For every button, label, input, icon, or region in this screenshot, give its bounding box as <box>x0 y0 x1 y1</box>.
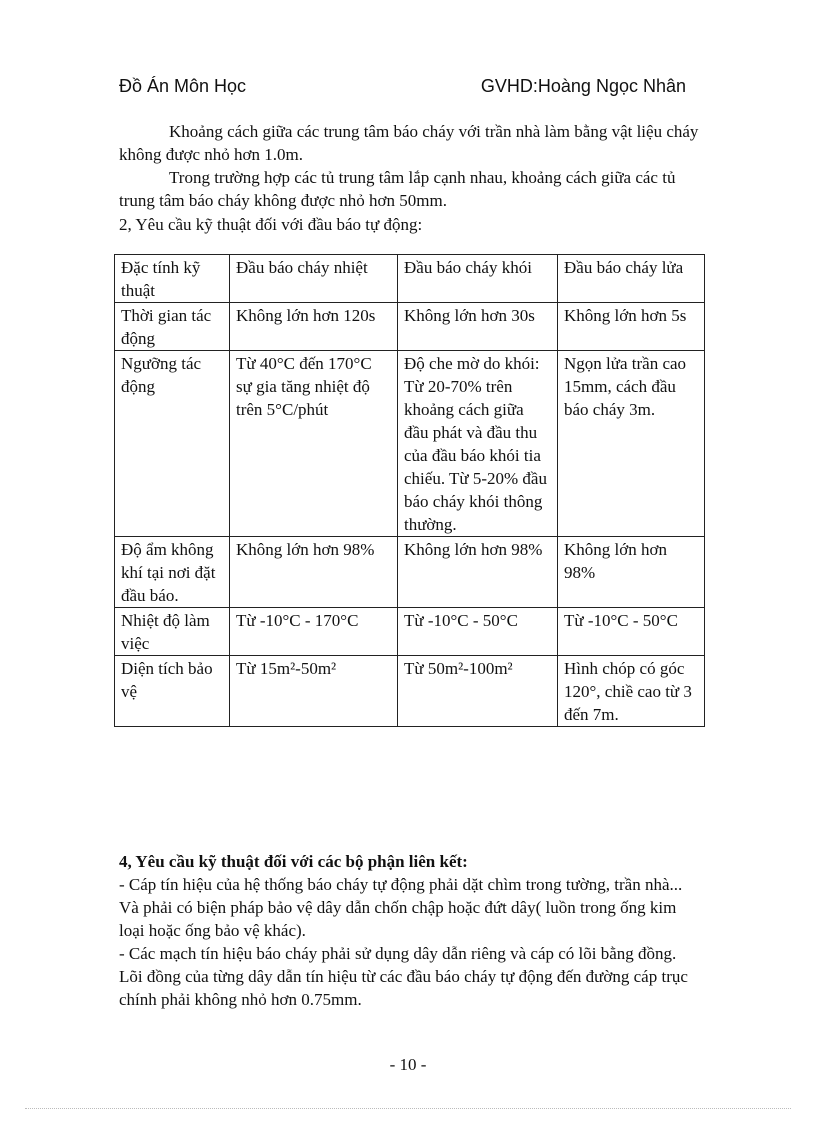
table-row <box>115 656 705 727</box>
table-cell: Từ -10°C - 50°C <box>398 608 558 656</box>
paragraph-distance-ceiling: Khoảng cách giữa các trung tâm báo cháy với trần nhà làm bằng vật liệu cháy không được nhỏ hơn 1.0m. <box>119 122 699 164</box>
section-2-heading: 2, Yêu cầu kỹ thuật đối với đầu báo tự động: <box>119 215 423 234</box>
detector-spec-table <box>114 254 705 727</box>
table-header-cell: Đầu báo cháy nhiệt <box>230 255 398 303</box>
table-cell: Không lớn hơn 30s <box>398 303 558 351</box>
table-row <box>115 537 705 608</box>
table-cell: Không lớn hơn 98% <box>558 537 705 608</box>
table-header-cell: Đầu báo cháy khói <box>398 255 558 303</box>
page-number: - 10 - <box>389 1055 427 1074</box>
table-row <box>115 303 705 351</box>
table-cell: Thời gian tác động <box>115 303 230 351</box>
table-row <box>115 351 705 537</box>
header-course-title: Đồ Án Môn Học <box>119 76 247 96</box>
header-instructor: GVHD:Hoàng Ngọc Nhân <box>480 76 686 96</box>
table-cell: Diện tích bảo vệ <box>115 656 230 727</box>
table-cell: Không lớn hơn 120s <box>230 303 398 351</box>
table-cell: Từ -10°C - 50°C <box>558 608 705 656</box>
table-cell: Không lớn hơn 98% <box>398 537 558 608</box>
table-header-cell: Đầu báo cháy lửa <box>558 255 705 303</box>
page-bottom-divider <box>25 1108 791 1109</box>
table-cell: Không lớn hơn 98% <box>230 537 398 608</box>
table-cell: Từ 40°C đến 170°C sự gia tăng nhiệt độ trên 5°C/phút <box>230 351 398 537</box>
table-cell: Từ -10°C - 170°C <box>230 608 398 656</box>
section-4-heading: 4, Yêu cầu kỹ thuật đối với các bộ phận liên kết: <box>119 852 468 871</box>
section-4-item-circuit: - Các mạch tín hiệu báo cháy phải sử dụng dây dẫn riêng và cáp có lõi bằng đồng. Lõi đồng của từng dây dẫn tín hiệu từ các đầu báo cháy tự động đến đường cáp trục chính phải không nhỏ hơn 0.75mm. <box>119 944 688 1009</box>
table-row <box>115 608 705 656</box>
table-cell: Hình chóp có góc 120°, chiề cao từ 3 đến 7m. <box>558 656 705 727</box>
table-cell: Từ 15m²-50m² <box>230 656 398 727</box>
table-cell: Từ 50m²-100m² <box>398 656 558 727</box>
section-4 <box>119 850 699 1011</box>
table-cell: Ngưỡng tác động <box>115 351 230 537</box>
table-cell: Độ che mờ do khói: Từ 20-70% trên khoảng cách giữa đầu phát và đầu thu của đầu báo khói tia chiếu. Từ 5-20% đầu báo cháy khói thông thường. <box>398 351 558 537</box>
table-header-cell: Đặc tính kỹ thuật <box>115 255 230 303</box>
table-cell: Ngọn lửa trần cao 15mm, cách đầu báo cháy 3m. <box>558 351 705 537</box>
section-4-item-cable: - Cáp tín hiệu của hệ thống báo cháy tự động phải dặt chìm trong tường, trần nhà... Và phải có biện pháp bảo vệ dây dẫn chốn chập hoặc đứt dây( luồn trong ống kim loại hoặc ống bảo vệ khác). <box>119 875 683 940</box>
table-header-row <box>115 255 705 303</box>
table-cell: Nhiệt độ làm việc <box>115 608 230 656</box>
table-cell: Không lớn hơn 5s <box>558 303 705 351</box>
paragraph-cabinet-spacing: Trong trường hợp các tủ trung tâm lắp cạnh nhau, khoảng cách giữa các tủ trung tâm báo cháy không được nhỏ hơn 50mm. <box>119 168 676 210</box>
table-cell: Độ ẩm không khí tại nơi đặt đầu báo. <box>115 537 230 608</box>
